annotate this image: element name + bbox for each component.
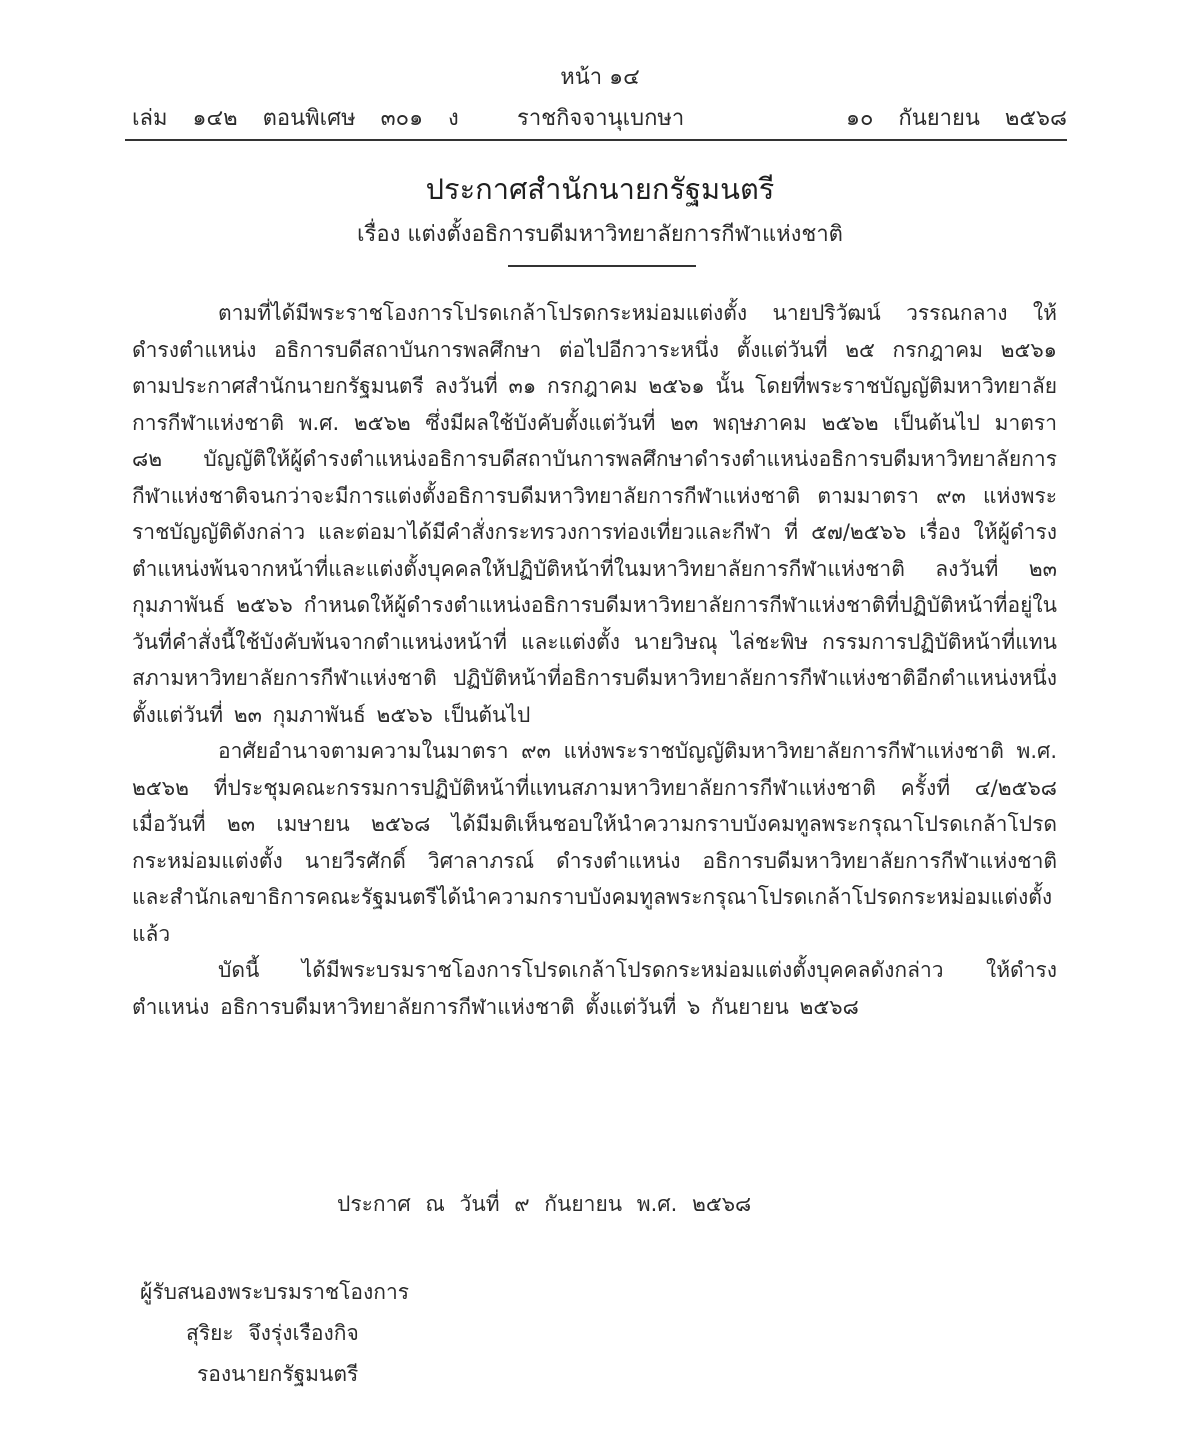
signatory-name: สุริยะ จึงรุ่งเรืองกิจ — [186, 1321, 359, 1345]
paragraph: บัดนี้ ได้มีพระบรมราชโองการโปรดเกล้าโปรดกระหม่อมแต่งตั้งบุคคลดังกล่าว ให้ดำรงตำแหน่ง อธิการบดีมหาวิทยาลัยการกีฬาแห่งชาติ ตั้งแต่วันที่ ๖ กันยายน ๒๕๖๘ — [132, 958, 1057, 1019]
document-subject: เรื่อง แต่งตั้งอธิการบดีมหาวิทยาลัยการกีฬาแห่งชาติ — [357, 222, 843, 247]
document-title: ประกาศสำนักนายกรัฐมนตรี — [425, 172, 775, 206]
publication-name: ราชกิจจานุเบกษา — [517, 106, 685, 131]
signature-block — [140, 1277, 409, 1389]
document-body — [132, 295, 1057, 1025]
paragraph: ตามที่ได้มีพระราชโองการโปรดเกล้าโปรดกระหม่อมแต่งตั้ง นายปริวัฒน์ วรรณกลาง ให้ดำรงตำแหน่ง อธิการบดีสถาบันการพลศึกษา ต่อไปอีกวาระหนึ่ง ตั้งแต่วันที่ ๒๕ กรกฎาคม ๒๕๖๑ ตามประกาศสำนักนายกรัฐมนตรี ลงวันที่ ๓๑ กรกฎาคม ๒๕๖๑ นั้น โดยที่พระราชบัญญัติมหาวิทยาลัยการกีฬาแห่งชาติ พ.ศ. ๒๕๖๒ ซึ่งมีผลใช้บังคับตั้งแต่วันที่ ๒๓ พฤษภาคม ๒๕๖๒ เป็นต้นไป มาตรา ๘๒ บัญญัติให้ผู้ดำรงตำแหน่งอธิการบดีสถาบันการพลศึกษาดำรงตำแหน่งอธิการบดีมหาวิทยาลัยการกีฬาแห่งชาติจนกว่าจะมีการแต่งตั้งอธิการบดีมหาวิทยาลัยการกีฬาแห่งชาติ ตามมาตรา ๙๓ แห่งพระราชบัญญัติดังกล่าว และต่อมาได้มีคำสั่งกระทรวงการท่องเที่ยวและกีฬา ที่ ๕๗/๒๕๖๖ เรื่อง ให้ผู้ดำรงตำแหน่งพ้นจากหน้าที่และแต่งตั้งบุคคลให้ปฏิบัติหน้าที่ในมหาวิทยาลัยการกีฬาแห่งชาติ ลงวันที่ ๒๓ กุมภาพันธ์ ๒๕๖๖ กำหนดให้ผู้ดำรงตำแหน่งอธิการบดีมหาวิทยาลัยการกีฬาแห่งชาติที่ปฏิบัติหน้าที่อยู่ในวันที่คำสั่งนี้ใช้บังคับพ้นจากตำแหน่งหน้าที่ และแต่งตั้ง นายวิษณุ ไล่ชะพิษ กรรมการปฏิบัติหน้าที่แทนสภามหาวิทยาลัยการกีฬาแห่งชาติ ปฏิบัติหน้าที่อธิการบดีมหาวิทยาลัยการกีฬาแห่งชาติอีกตำแหน่งหนึ่ง ตั้งแต่วันที่ ๒๓ กุมภาพันธ์ ๒๕๖๖ เป็นต้นไป — [132, 301, 1057, 727]
header-divider — [125, 139, 1067, 141]
volume-issue: เล่ม ๑๔๒ ตอนพิเศษ ๓๐๑ ง — [132, 106, 459, 131]
page-number: หน้า ๑๔ — [560, 65, 640, 90]
countersign-label: ผู้รับสนองพระบรมราชโองการ — [140, 1280, 410, 1304]
signatory-position: รองนายกรัฐมนตรี — [197, 1362, 359, 1386]
gazette-header — [132, 104, 1067, 134]
paragraph: อาศัยอำนาจตามความในมาตรา ๙๓ แห่งพระราชบัญญัติมหาวิทยาลัยการกีฬาแห่งชาติ พ.ศ. ๒๕๖๒ ที่ประชุมคณะกรรมการปฏิบัติหน้าที่แทนสภามหาวิทยาลัยการกีฬาแห่งชาติ ครั้งที่ ๔/๒๕๖๘ เมื่อวันที่ ๒๓ เมษายน ๒๕๖๘ ได้มีมติเห็นชอบให้นำความกราบบังคมทูลพระกรุณาโปรดเกล้าโปรดกระหม่อมแต่งตั้ง นายวีรศักดิ์ วิศาลาภรณ์ ดำรงตำแหน่ง อธิการบดีมหาวิทยาลัยการกีฬาแห่งชาติ และสำนักเลขาธิการคณะรัฐมนตรีได้นำความกราบบังคมทูลพระกรุณาโปรดเกล้าโปรดกระหม่อมแต่งตั้งแล้ว — [132, 739, 1057, 946]
proclamation-date: ประกาศ ณ วันที่ ๙ กันยายน พ.ศ. ๒๕๖๘ — [337, 1192, 752, 1216]
publication-date: ๑๐ กันยายน ๒๕๖๘ — [845, 106, 1067, 131]
title-divider — [508, 265, 696, 267]
